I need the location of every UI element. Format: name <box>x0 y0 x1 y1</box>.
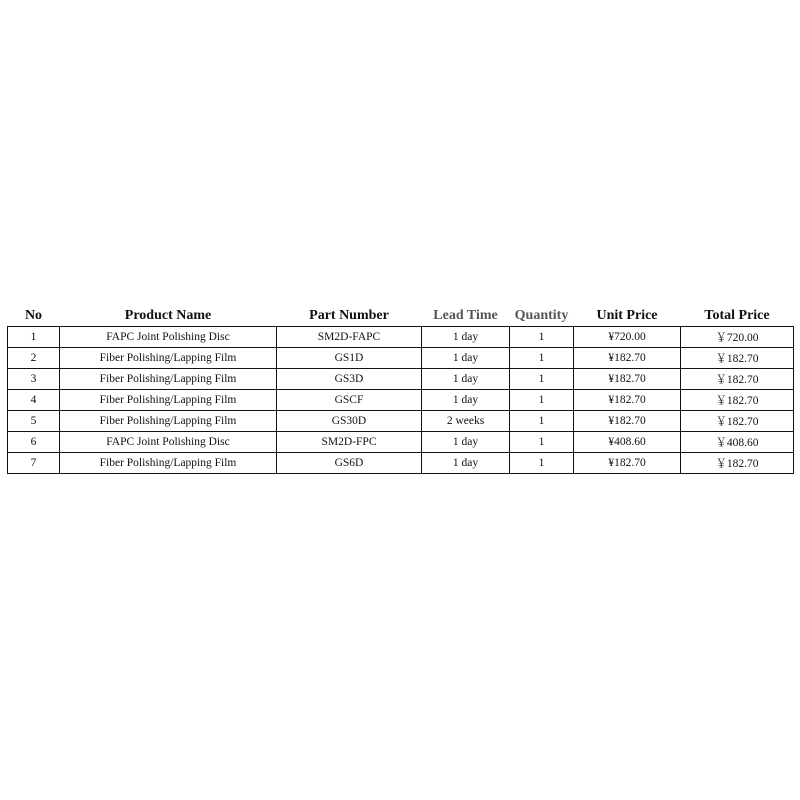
header-part-number: Part Number <box>309 308 389 323</box>
cell-unit-price: ¥182.70 <box>574 453 681 474</box>
cell-part-number: GS1D <box>277 348 422 369</box>
cell-no: 2 <box>8 348 60 369</box>
cell-part-number: GS30D <box>277 411 422 432</box>
cell-quantity: 1 <box>510 432 574 453</box>
cell-product-name: FAPC Joint Polishing Disc <box>60 327 277 348</box>
cell-quantity: 1 <box>510 453 574 474</box>
cell-no: 6 <box>8 432 60 453</box>
header-no: No <box>24 308 43 323</box>
cell-lead-time: 1 day <box>422 348 510 369</box>
order-table-container <box>7 306 793 474</box>
cell-lead-time: 1 day <box>422 369 510 390</box>
cell-no: 5 <box>8 411 60 432</box>
cell-total-price: ￥182.70 <box>681 390 794 411</box>
header-total-price: Total Price <box>704 308 770 323</box>
cell-product-name: Fiber Polishing/Lapping Film <box>60 369 277 390</box>
table-row <box>8 453 794 474</box>
cell-quantity: 1 <box>510 369 574 390</box>
cell-total-price: ￥182.70 <box>681 411 794 432</box>
cell-total-price: ￥182.70 <box>681 453 794 474</box>
header-quantity: Quantity <box>514 308 569 323</box>
table-row <box>8 390 794 411</box>
cell-no: 1 <box>8 327 60 348</box>
table-row <box>8 348 794 369</box>
cell-part-number: SM2D-FAPC <box>277 327 422 348</box>
cell-product-name: FAPC Joint Polishing Disc <box>60 432 277 453</box>
cell-total-price: ￥408.60 <box>681 432 794 453</box>
cell-quantity: 1 <box>510 390 574 411</box>
cell-quantity: 1 <box>510 327 574 348</box>
cell-product-name: Fiber Polishing/Lapping Film <box>60 453 277 474</box>
cell-quantity: 1 <box>510 411 574 432</box>
table-row <box>8 411 794 432</box>
cell-lead-time: 1 day <box>422 327 510 348</box>
cell-lead-time: 1 day <box>422 390 510 411</box>
cell-no: 7 <box>8 453 60 474</box>
cell-lead-time: 1 day <box>422 432 510 453</box>
cell-no: 3 <box>8 369 60 390</box>
cell-product-name: Fiber Polishing/Lapping Film <box>60 348 277 369</box>
cell-total-price: ￥182.70 <box>681 348 794 369</box>
header-unit-price: Unit Price <box>596 308 658 323</box>
cell-total-price: ￥720.00 <box>681 327 794 348</box>
cell-unit-price: ¥182.70 <box>574 369 681 390</box>
cell-product-name: Fiber Polishing/Lapping Film <box>60 390 277 411</box>
cell-total-price: ￥182.70 <box>681 369 794 390</box>
cell-unit-price: ¥182.70 <box>574 411 681 432</box>
cell-part-number: GS3D <box>277 369 422 390</box>
table-row <box>8 327 794 348</box>
order-table <box>7 306 794 474</box>
cell-part-number: GSCF <box>277 390 422 411</box>
table-header-row <box>8 306 794 327</box>
cell-unit-price: ¥408.60 <box>574 432 681 453</box>
table-row <box>8 369 794 390</box>
cell-unit-price: ¥720.00 <box>574 327 681 348</box>
cell-unit-price: ¥182.70 <box>574 348 681 369</box>
header-lead-time: Lead Time <box>433 308 498 323</box>
cell-product-name: Fiber Polishing/Lapping Film <box>60 411 277 432</box>
cell-no: 4 <box>8 390 60 411</box>
cell-part-number: SM2D-FPC <box>277 432 422 453</box>
cell-unit-price: ¥182.70 <box>574 390 681 411</box>
cell-quantity: 1 <box>510 348 574 369</box>
cell-lead-time: 2 weeks <box>422 411 510 432</box>
table-row <box>8 432 794 453</box>
cell-lead-time: 1 day <box>422 453 510 474</box>
cell-part-number: GS6D <box>277 453 422 474</box>
header-product-name: Product Name <box>124 308 212 323</box>
